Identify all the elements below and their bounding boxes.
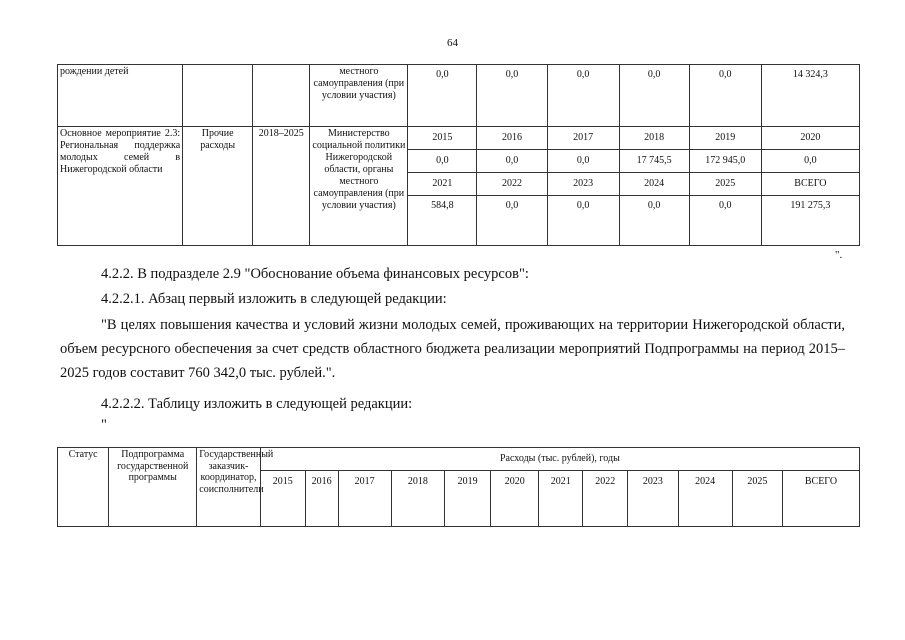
year-header: 2024 (678, 471, 732, 527)
year-header: 2022 (583, 471, 628, 527)
year-cell: 2017 (547, 127, 619, 150)
closing-quote: ". (835, 249, 843, 261)
value-cell: 0,0 (547, 150, 619, 173)
paragraph: "В целях повышения качества и условий жизни молодых семей, проживающих на территории Нижегородской области, объем ресурсного обеспечения за счет средств областного бюджета реализации мероприятий Подпрограммы на период 2015–2025 годов составит 760 342,0 тыс. рублей.". (60, 317, 845, 381)
year-cell: 2024 (619, 173, 689, 196)
value-cell: 0,0 (547, 196, 619, 246)
year-cell: 2016 (477, 127, 547, 150)
year-cell: 2019 (689, 127, 761, 150)
value-cell: 0,0 (619, 65, 689, 127)
year-header: 2025 (732, 471, 782, 527)
total-header: ВСЕГО (782, 471, 859, 527)
value-cell: 0,0 (408, 65, 477, 127)
subprogram-header: Подпрограмма государственной программы (109, 448, 197, 527)
value-cell: 0,0 (547, 65, 619, 127)
opening-quote: " (101, 417, 107, 433)
value-cell: 0,0 (408, 150, 477, 173)
table-header-row (58, 448, 860, 471)
year-header: 2015 (260, 471, 305, 527)
customer-header: Государственный заказчик-координатор, соисполнители (197, 448, 260, 527)
value-cell: 0,0 (689, 65, 761, 127)
table-cell: местного самоуправления (при условии участия) (310, 65, 408, 127)
year-header: 2017 (338, 471, 391, 527)
paragraph: 4.2.2.1. Абзац первый изложить в следующей редакции: (101, 291, 447, 307)
expenses-header: Расходы (тыс. рублей), годы (260, 448, 859, 471)
page-number: 64 (447, 37, 458, 49)
value-cell: 0,0 (689, 196, 761, 246)
value-cell: 0,0 (477, 196, 547, 246)
value-cell: 0,0 (477, 150, 547, 173)
table-cell (183, 65, 253, 127)
table-cell (253, 65, 310, 127)
year-cell: 2021 (408, 173, 477, 196)
value-cell: 17 745,5 (619, 150, 689, 173)
value-cell: 584,8 (408, 196, 477, 246)
table-cell: Основное мероприятие 2.3: Региональная поддержка молодых семей в Нижегородской области (58, 127, 183, 246)
year-cell: 2022 (477, 173, 547, 196)
resources-table (57, 447, 860, 527)
table-cell: рождении детей (58, 65, 183, 127)
year-header: 2016 (305, 471, 338, 527)
value-cell: 191 275,3 (761, 196, 859, 246)
table-cell: Министерство социальной политики Нижегородской области, органы местного самоуправления (при условии участия) (310, 127, 408, 246)
budget-table-continued (57, 64, 860, 246)
year-header: 2018 (391, 471, 444, 527)
value-cell: 0,0 (619, 196, 689, 246)
year-cell: 2020 (761, 127, 859, 150)
paragraph: 4.2.2.2. Таблицу изложить в следующей редакции: (101, 396, 413, 412)
table-cell: 2018–2025 (253, 127, 310, 246)
table-row (58, 65, 860, 127)
table-cell: Прочие расходы (183, 127, 253, 246)
year-cell: 2023 (547, 173, 619, 196)
paragraph: 4.2.2. В подразделе 2.9 "Обоснование объема финансовых ресурсов": (101, 266, 529, 282)
value-cell: 14 324,3 (761, 65, 859, 127)
value-cell: 0,0 (761, 150, 859, 173)
year-cell: ВСЕГО (761, 173, 859, 196)
year-cell: 2025 (689, 173, 761, 196)
table-row (58, 127, 860, 150)
year-header: 2020 (491, 471, 539, 527)
value-cell: 0,0 (477, 65, 547, 127)
year-cell: 2018 (619, 127, 689, 150)
status-header: Статус (58, 448, 109, 527)
year-header: 2021 (539, 471, 583, 527)
year-cell: 2015 (408, 127, 477, 150)
value-cell: 172 945,0 (689, 150, 761, 173)
year-header: 2023 (628, 471, 678, 527)
year-header: 2019 (445, 471, 491, 527)
